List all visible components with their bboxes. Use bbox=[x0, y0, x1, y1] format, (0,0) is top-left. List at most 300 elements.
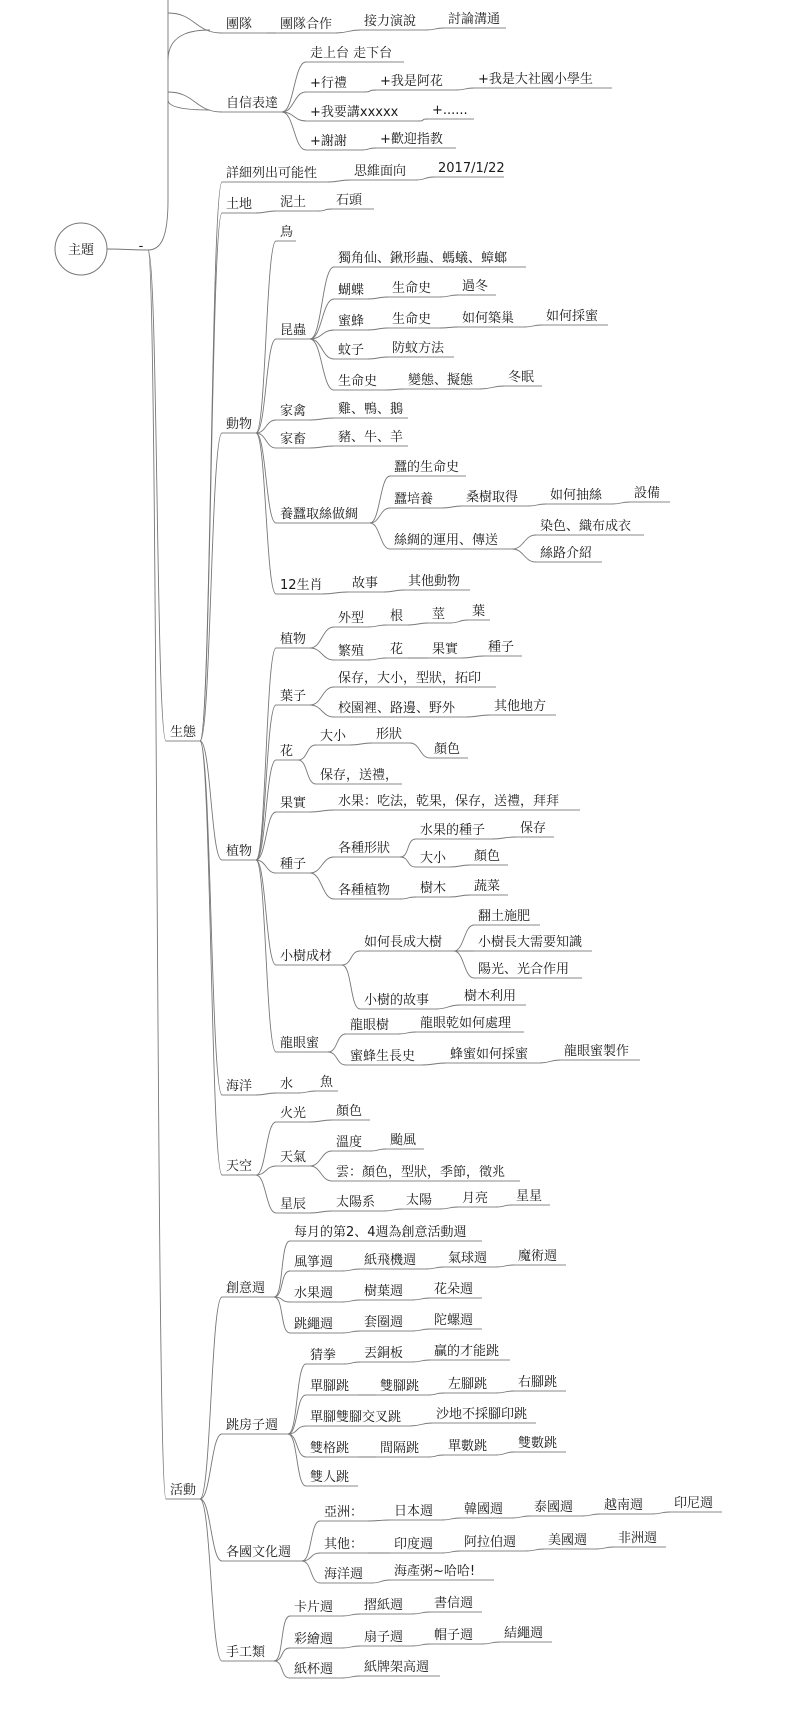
node-label: 丟銅板 bbox=[364, 1346, 404, 1361]
map-node[interactable] bbox=[490, 698, 556, 715]
map-node[interactable] bbox=[222, 165, 328, 182]
connector bbox=[496, 1265, 514, 1267]
map-node[interactable] bbox=[388, 340, 454, 357]
node-label: 自信表達 bbox=[226, 96, 279, 111]
node-label: +我要講xxxxx bbox=[310, 105, 399, 120]
connector bbox=[328, 1052, 346, 1065]
node-label: 蚊子 bbox=[338, 343, 365, 358]
node-label: 走上台 走下台 bbox=[310, 46, 393, 61]
node-label: 小樹成材 bbox=[280, 949, 333, 964]
map-node[interactable] bbox=[430, 742, 468, 758]
node-label: 單腳雙腳交叉跳 bbox=[310, 1410, 402, 1425]
map-node[interactable] bbox=[334, 670, 496, 687]
connector bbox=[370, 1149, 386, 1151]
connector bbox=[256, 1122, 276, 1175]
map-node[interactable] bbox=[276, 194, 318, 211]
map-node[interactable] bbox=[444, 1377, 496, 1393]
map-node[interactable] bbox=[290, 1255, 342, 1271]
connector bbox=[368, 658, 386, 660]
node-label: 海產粥~哈哈! bbox=[394, 1564, 476, 1579]
map-node[interactable] bbox=[530, 1499, 582, 1516]
map-node[interactable] bbox=[614, 1530, 666, 1547]
map-node[interactable] bbox=[320, 1505, 368, 1521]
node-label: 設備 bbox=[634, 486, 661, 501]
map-node[interactable] bbox=[346, 1017, 398, 1034]
map-node[interactable] bbox=[428, 606, 450, 623]
connector bbox=[298, 1091, 316, 1093]
map-node[interactable] bbox=[500, 1626, 552, 1642]
node-label: 染色、織布成衣 bbox=[540, 519, 632, 534]
map-node[interactable] bbox=[444, 11, 506, 28]
node-label: 團隊合作 bbox=[280, 17, 333, 32]
map-node[interactable] bbox=[334, 282, 368, 299]
map-node[interactable] bbox=[430, 1343, 510, 1360]
connector bbox=[310, 418, 334, 420]
node-label: 葉子 bbox=[280, 689, 307, 704]
node-label: 樹葉週 bbox=[364, 1284, 404, 1299]
map-node[interactable] bbox=[546, 487, 612, 504]
connector bbox=[310, 1151, 332, 1166]
node-label: 顏色 bbox=[474, 849, 501, 864]
map-node[interactable] bbox=[276, 403, 310, 420]
connector bbox=[200, 1434, 222, 1499]
node-label: 單腳跳 bbox=[310, 1379, 350, 1394]
map-node[interactable] bbox=[334, 313, 368, 330]
map-node[interactable] bbox=[428, 642, 462, 658]
map-node[interactable] bbox=[306, 1410, 410, 1426]
map-node[interactable] bbox=[386, 642, 408, 658]
node-label: 日本週 bbox=[394, 1504, 434, 1519]
map-node[interactable] bbox=[458, 311, 524, 327]
connector bbox=[512, 549, 536, 562]
connector bbox=[302, 1561, 320, 1583]
node-label: 海洋 bbox=[226, 1079, 253, 1094]
map-node[interactable] bbox=[334, 882, 400, 899]
connector bbox=[528, 504, 546, 506]
map-node[interactable] bbox=[360, 1315, 412, 1331]
connector bbox=[282, 62, 306, 112]
map-node[interactable] bbox=[470, 878, 508, 895]
collapse-marker[interactable]: - bbox=[138, 239, 144, 254]
map-node[interactable] bbox=[334, 373, 386, 390]
node-label: 左腳跳 bbox=[448, 1377, 488, 1392]
map-node[interactable] bbox=[430, 1312, 482, 1329]
map-node[interactable] bbox=[222, 416, 256, 433]
connector bbox=[168, 92, 222, 112]
node-label: 葉 bbox=[472, 604, 486, 619]
connector bbox=[256, 1175, 276, 1213]
node-label: 土地 bbox=[226, 197, 253, 212]
connector bbox=[416, 177, 434, 180]
map-node[interactable] bbox=[166, 724, 200, 741]
node-label: 贏的才能跳 bbox=[434, 1344, 500, 1359]
map-node[interactable] bbox=[316, 728, 350, 745]
map-node[interactable] bbox=[360, 992, 436, 1009]
node-label: 阿拉伯週 bbox=[464, 1535, 517, 1550]
map-node[interactable] bbox=[332, 1164, 520, 1181]
root-node[interactable] bbox=[55, 223, 144, 275]
map-node[interactable] bbox=[416, 850, 450, 867]
map-node[interactable] bbox=[276, 631, 310, 648]
node-label: 保存，大小，型狀，拓印 bbox=[338, 671, 482, 686]
node-label: 水果：吃法，乾果，保存，送禮，拜拜 bbox=[338, 794, 560, 809]
map-node[interactable] bbox=[306, 45, 404, 62]
map-node[interactable] bbox=[430, 1595, 482, 1612]
node-label: 月亮 bbox=[462, 1191, 489, 1206]
map-node[interactable] bbox=[376, 74, 456, 90]
map-node[interactable] bbox=[536, 546, 602, 562]
map-node[interactable] bbox=[316, 767, 402, 784]
connector bbox=[256, 433, 276, 594]
node-label: 思維面向 bbox=[354, 164, 407, 179]
map-node[interactable] bbox=[334, 643, 368, 660]
connector bbox=[282, 92, 306, 112]
node-label: 顏色 bbox=[336, 1104, 363, 1119]
map-node[interactable] bbox=[276, 577, 323, 594]
map-node[interactable] bbox=[332, 1104, 370, 1120]
connector bbox=[492, 837, 516, 839]
map-node[interactable] bbox=[474, 961, 582, 978]
node-label: 泥土 bbox=[280, 195, 307, 210]
map-node[interactable] bbox=[444, 1250, 496, 1267]
map-node[interactable] bbox=[416, 1015, 524, 1032]
map-node[interactable] bbox=[334, 840, 400, 857]
connector bbox=[344, 1362, 360, 1364]
map-node[interactable] bbox=[376, 1379, 428, 1395]
map-node[interactable] bbox=[276, 1105, 310, 1122]
connector bbox=[582, 1514, 600, 1516]
connector bbox=[442, 506, 462, 508]
map-node[interactable] bbox=[670, 1496, 722, 1512]
map-node[interactable] bbox=[222, 843, 256, 860]
map-node[interactable] bbox=[446, 1046, 540, 1063]
node-label: 天氣 bbox=[280, 1150, 307, 1165]
connector bbox=[274, 1297, 290, 1333]
map-node[interactable] bbox=[390, 492, 442, 508]
node-label: 生命史 bbox=[338, 374, 378, 389]
map-node[interactable] bbox=[320, 1567, 372, 1583]
node-label: 小樹的故事 bbox=[364, 993, 430, 1008]
node-label: 颱風 bbox=[390, 1133, 417, 1148]
map-node[interactable] bbox=[334, 610, 368, 627]
map-node[interactable] bbox=[514, 1248, 566, 1265]
node-label: 雙數跳 bbox=[518, 1436, 558, 1451]
connector bbox=[384, 1209, 402, 1211]
map-node[interactable] bbox=[460, 988, 526, 1005]
map-node[interactable] bbox=[276, 322, 310, 339]
connector bbox=[372, 1580, 390, 1583]
node-label: 扇子週 bbox=[364, 1630, 404, 1645]
node-label: 每月的第2、4週為創意活動週 bbox=[294, 1225, 467, 1240]
connector bbox=[408, 623, 428, 625]
map-node[interactable] bbox=[222, 1544, 302, 1561]
map-node[interactable] bbox=[376, 1441, 428, 1457]
connector bbox=[496, 1391, 514, 1393]
connector bbox=[440, 327, 458, 328]
map-node[interactable] bbox=[504, 370, 542, 386]
connector bbox=[256, 1093, 276, 1095]
map-node[interactable] bbox=[514, 1375, 566, 1391]
connector bbox=[456, 88, 474, 90]
map-node[interactable] bbox=[320, 1536, 368, 1553]
map-node[interactable] bbox=[222, 1281, 274, 1297]
map-node[interactable] bbox=[536, 518, 644, 535]
map-node[interactable] bbox=[276, 1035, 328, 1052]
map-node[interactable] bbox=[334, 700, 466, 717]
node-label: 摺紙週 bbox=[364, 1598, 404, 1613]
map-node[interactable] bbox=[276, 744, 298, 760]
map-node[interactable] bbox=[430, 1627, 482, 1644]
node-label: 果實 bbox=[432, 642, 459, 657]
map-node[interactable] bbox=[388, 280, 440, 297]
connector bbox=[200, 1499, 222, 1561]
connector bbox=[428, 1393, 444, 1395]
node-label: 書信週 bbox=[434, 1596, 474, 1611]
node-label: 種子 bbox=[488, 640, 515, 655]
node-label: 變態、擬態 bbox=[408, 373, 474, 388]
map-node[interactable] bbox=[460, 1534, 526, 1551]
map-node[interactable] bbox=[276, 796, 310, 812]
map-node[interactable] bbox=[560, 1043, 640, 1060]
connector bbox=[256, 211, 276, 213]
node-label: 蝴蝶 bbox=[338, 283, 365, 298]
connector bbox=[422, 1063, 446, 1065]
map-node[interactable] bbox=[360, 1629, 412, 1646]
map-node[interactable] bbox=[462, 489, 528, 506]
connector bbox=[652, 1512, 670, 1514]
connector bbox=[310, 339, 334, 390]
map-node[interactable] bbox=[334, 429, 408, 446]
node-label: 星星 bbox=[516, 1189, 543, 1204]
node-label: 活動 bbox=[170, 1483, 197, 1498]
map-node[interactable] bbox=[276, 1076, 298, 1093]
connector bbox=[412, 1298, 430, 1300]
map-node[interactable] bbox=[306, 134, 361, 150]
map-node[interactable] bbox=[402, 1192, 440, 1209]
node-label: 各種植物 bbox=[338, 883, 391, 898]
node-label: 單數跳 bbox=[448, 1439, 488, 1454]
connector bbox=[410, 1423, 432, 1426]
connector bbox=[168, 13, 222, 33]
connector bbox=[540, 1060, 560, 1063]
node-label: 創意週 bbox=[226, 1281, 266, 1296]
node-label: 蔬菜 bbox=[474, 879, 501, 894]
map-node[interactable] bbox=[404, 372, 480, 389]
map-node[interactable] bbox=[416, 880, 450, 897]
map-node[interactable] bbox=[276, 224, 296, 241]
map-node[interactable] bbox=[600, 1497, 652, 1514]
map-node[interactable] bbox=[276, 688, 310, 705]
node-label: 水果的種子 bbox=[420, 823, 486, 838]
map-node[interactable] bbox=[474, 908, 540, 925]
map-node[interactable] bbox=[416, 822, 492, 839]
map-node[interactable] bbox=[222, 1417, 288, 1434]
connector bbox=[410, 743, 430, 758]
map-node[interactable] bbox=[222, 95, 282, 112]
map-node[interactable] bbox=[432, 1406, 536, 1423]
connector bbox=[256, 760, 276, 860]
node-label: 雙格跳 bbox=[310, 1441, 350, 1456]
map-node[interactable] bbox=[386, 608, 408, 625]
node-label: 形狀 bbox=[376, 727, 403, 742]
node-label: 團隊 bbox=[226, 17, 253, 32]
map-node[interactable] bbox=[350, 164, 416, 180]
map-node[interactable] bbox=[360, 1345, 412, 1362]
map-node[interactable] bbox=[332, 1134, 370, 1151]
map-node[interactable] bbox=[276, 948, 342, 965]
map-node[interactable] bbox=[428, 103, 474, 119]
map-node[interactable] bbox=[290, 1225, 482, 1241]
map-node[interactable] bbox=[316, 1075, 338, 1091]
map-node[interactable] bbox=[166, 1483, 200, 1499]
map-node[interactable] bbox=[222, 196, 256, 213]
map-node[interactable] bbox=[360, 934, 454, 951]
map-node[interactable] bbox=[276, 1197, 310, 1213]
node-label: 小樹長大需要知識 bbox=[478, 935, 583, 950]
map-node[interactable] bbox=[514, 1435, 566, 1452]
node-label: 亞洲： bbox=[324, 1505, 364, 1520]
connector bbox=[496, 1205, 512, 1207]
map-node[interactable] bbox=[222, 16, 267, 33]
map-node[interactable] bbox=[276, 16, 336, 33]
connector bbox=[426, 28, 444, 30]
connector bbox=[400, 839, 416, 857]
map-node[interactable] bbox=[332, 1194, 384, 1211]
map-node[interactable] bbox=[222, 1644, 274, 1661]
map-node[interactable] bbox=[460, 1501, 512, 1518]
map-node[interactable] bbox=[458, 1191, 496, 1207]
map-node[interactable] bbox=[306, 1347, 344, 1364]
node-label: 植物 bbox=[226, 844, 253, 859]
connector bbox=[310, 705, 334, 717]
connector bbox=[310, 446, 334, 448]
map-node[interactable] bbox=[474, 71, 612, 88]
map-node[interactable] bbox=[388, 311, 440, 328]
map-node[interactable] bbox=[332, 193, 374, 209]
node-label: 陽光、光合作用 bbox=[478, 962, 570, 977]
node-label: 絲路介紹 bbox=[540, 546, 593, 561]
node-label: 翻土施肥 bbox=[478, 909, 531, 924]
map-node[interactable] bbox=[276, 857, 310, 873]
map-node[interactable] bbox=[276, 506, 370, 523]
node-label: 越南週 bbox=[604, 1498, 644, 1513]
node-label: 水果週 bbox=[294, 1286, 334, 1301]
node-label: 蜜蜂 bbox=[338, 314, 365, 329]
map-node[interactable] bbox=[306, 1440, 358, 1457]
node-label: 太陽 bbox=[406, 1193, 433, 1208]
map-node[interactable] bbox=[360, 1659, 440, 1676]
map-node[interactable] bbox=[334, 401, 408, 418]
connector bbox=[386, 389, 404, 390]
connector bbox=[368, 297, 388, 299]
map-node[interactable] bbox=[290, 1661, 342, 1678]
node-label: 大小 bbox=[320, 729, 347, 744]
map-node[interactable] bbox=[390, 1503, 442, 1520]
node-label: 如何採蜜 bbox=[546, 309, 599, 324]
map-node[interactable] bbox=[334, 793, 580, 810]
map-node[interactable] bbox=[222, 1079, 256, 1095]
map-node[interactable] bbox=[376, 131, 456, 148]
map-node[interactable] bbox=[306, 1470, 358, 1486]
map-node[interactable] bbox=[276, 432, 310, 448]
map-node[interactable] bbox=[360, 1283, 412, 1300]
node-label: 雙腳跳 bbox=[380, 1379, 420, 1394]
trunk-connector bbox=[148, 0, 168, 250]
map-node[interactable] bbox=[276, 1149, 310, 1166]
connector bbox=[466, 715, 490, 717]
node-label: 樹木 bbox=[420, 881, 447, 896]
map-node[interactable] bbox=[334, 250, 526, 267]
map-node[interactable] bbox=[444, 1438, 496, 1455]
map-node[interactable] bbox=[542, 308, 608, 325]
map-node[interactable] bbox=[306, 104, 418, 121]
node-label: 跳繩週 bbox=[294, 1317, 334, 1332]
map-node[interactable] bbox=[360, 13, 426, 30]
map-node[interactable] bbox=[290, 1599, 342, 1616]
node-label: 豬、牛、羊 bbox=[338, 430, 404, 445]
map-node[interactable] bbox=[372, 726, 410, 743]
map-node[interactable] bbox=[468, 603, 490, 620]
node-label: +歡迎指教 bbox=[380, 132, 443, 147]
map-node[interactable] bbox=[430, 1282, 482, 1298]
map-node[interactable] bbox=[386, 1133, 424, 1149]
map-node[interactable] bbox=[516, 821, 554, 837]
map-node[interactable] bbox=[390, 1563, 494, 1580]
node-label: 龍眼蜜 bbox=[280, 1036, 320, 1051]
node-label: 猜拳 bbox=[310, 1348, 337, 1363]
connector bbox=[342, 1331, 360, 1333]
map-node[interactable] bbox=[360, 1252, 426, 1269]
connector bbox=[288, 1364, 306, 1434]
map-node[interactable] bbox=[290, 1285, 342, 1302]
map-node[interactable] bbox=[390, 532, 512, 549]
node-label: 套圈週 bbox=[364, 1315, 404, 1330]
connector bbox=[384, 590, 404, 592]
map-node[interactable] bbox=[306, 1379, 358, 1395]
node-label: 手工類 bbox=[226, 1645, 266, 1660]
map-node[interactable] bbox=[390, 459, 466, 476]
node-label: 冬眠 bbox=[508, 370, 535, 385]
node-label: 其他動物 bbox=[408, 574, 461, 589]
map-node[interactable] bbox=[222, 1158, 256, 1175]
map-node[interactable] bbox=[290, 1317, 342, 1333]
map-node[interactable] bbox=[360, 1597, 412, 1614]
connector bbox=[200, 213, 222, 741]
map-node[interactable] bbox=[474, 934, 592, 951]
map-node[interactable] bbox=[544, 1533, 596, 1549]
map-node[interactable] bbox=[334, 342, 368, 359]
map-node[interactable] bbox=[458, 279, 496, 295]
map-node[interactable] bbox=[348, 575, 384, 592]
map-node[interactable] bbox=[290, 1632, 342, 1648]
node-label: 桑樹取得 bbox=[466, 490, 519, 505]
connector bbox=[342, 1676, 360, 1678]
node-label: 莖 bbox=[432, 607, 446, 622]
node-label: 果實 bbox=[280, 796, 307, 811]
map-node[interactable] bbox=[434, 161, 505, 177]
connector bbox=[612, 502, 630, 504]
map-node[interactable] bbox=[390, 1536, 442, 1553]
map-node[interactable] bbox=[630, 486, 670, 502]
connector bbox=[398, 1032, 416, 1034]
map-node[interactable] bbox=[484, 640, 522, 656]
connector bbox=[426, 1267, 444, 1269]
map-node[interactable] bbox=[346, 1048, 422, 1065]
map-node[interactable] bbox=[512, 1189, 550, 1205]
map-node[interactable] bbox=[306, 75, 364, 92]
map-node[interactable] bbox=[404, 573, 470, 590]
map-node[interactable] bbox=[470, 849, 508, 865]
